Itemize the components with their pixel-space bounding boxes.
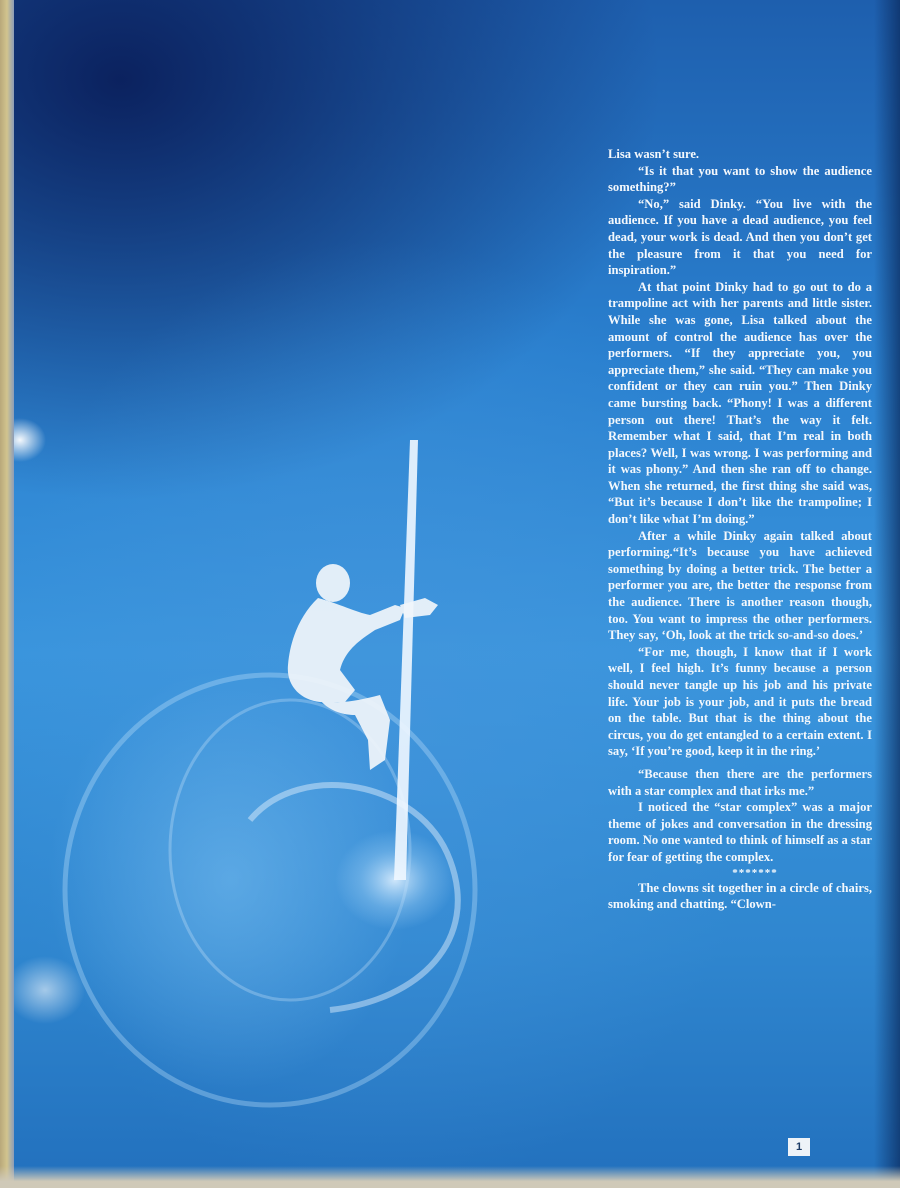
section-separator: ******* xyxy=(732,866,778,879)
paragraph: At that point Dinky had to go out to do a trampoline act with her parents and little sister. While she was gone, Lisa talked about the amount of control the audience has over the performers. “If they appreciate you, you appreciate them,” she said. “They can make you confident or they can ruin you.” Then Dinky came bursting back. “Phony! I was a different person out there! That’s the way it felt. Remember what I said, that I’m real in both places? Well, I was wrong. I was performing and it was phony.” And then she ran off to change. When she returned, the first thing she said was, “But it’s because I don’t like the trampoline; I don’t like what I’m doing.” xyxy=(608,279,872,527)
paragraph: Lisa wasn’t sure. xyxy=(608,147,700,161)
page-edge-shadow xyxy=(874,0,900,1188)
paragraph: I noticed the “star complex” was a major theme of jokes and conversation in the dressing room. No one wanted to think of himself as a star for fear of getting the complex. xyxy=(608,800,872,864)
paragraph: “For me, though, I know that if I work well, I feel high. It’s funny because a person should never tangle up his job and his private life. Your job is your job, and it puts the bread on the table. But that is the thing about the circus, you do get entangled to a certain extent. I say, ‘If you’re good, keep it in the ring.’ xyxy=(608,644,872,759)
binding-gutter xyxy=(0,0,14,1188)
paragraph: “Because then there are the performers with a star complex and that irks me.” xyxy=(608,766,872,798)
page-bottom-edge xyxy=(0,1166,900,1188)
article-text-column xyxy=(608,146,872,913)
paragraph: “Is it that you want to show the audience something?” xyxy=(608,163,872,195)
paragraph: After a while Dinky again talked about performing.“It’s because you have achieved something by doing a better trick. The better a performer you are, the better the response from the audience. There is another reason though, too. You want to impress the other performers. They say, ‘Oh, look at the trick so-and-so does.’ xyxy=(608,528,872,643)
spotlight-bottom xyxy=(5,956,85,1024)
paragraph: The clowns sit together in a circle of chairs, smoking and chatting. “Clown- xyxy=(608,880,872,912)
page-number: 1 xyxy=(788,1138,810,1156)
paragraph: “No,” said Dinky. “You live with the audience. If you have a dead audience, you feel dead, your work is dead. And then you don’t get the pleasure from it that you need for inspiration.” xyxy=(608,196,872,278)
